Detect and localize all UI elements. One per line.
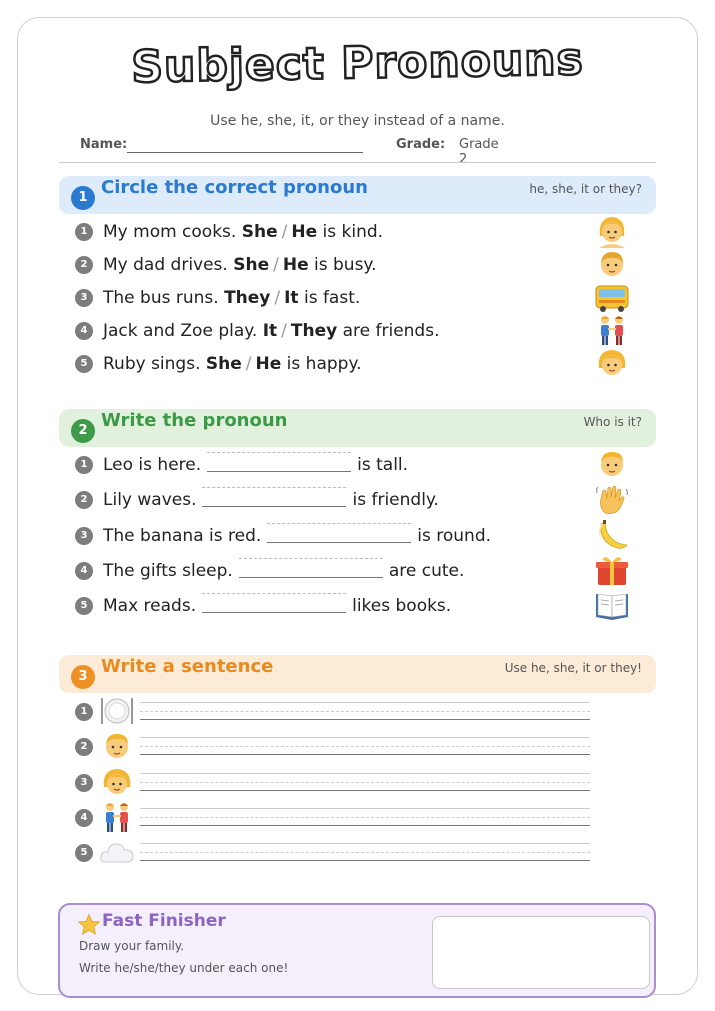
question-number: 4 (75, 322, 93, 340)
question-text: Max reads. (103, 596, 197, 616)
question-number: 5 (75, 597, 93, 615)
question-number: 2 (75, 491, 93, 509)
question-number: 5 (75, 355, 93, 373)
fast-finisher-title: Fast Finisher (102, 911, 226, 931)
name-field[interactable] (127, 152, 363, 153)
boy-icon (593, 447, 631, 481)
question-text-end: is friendly. (352, 490, 439, 510)
section-hint: Use he, she, it or they! (504, 661, 642, 675)
pronoun-option[interactable]: He (255, 354, 282, 374)
pronoun-option[interactable]: He (291, 222, 318, 242)
question-number: 3 (75, 527, 93, 545)
boy-icon (99, 729, 135, 763)
sentence-number: 2 (75, 738, 93, 756)
question-text-end: is round. (417, 526, 492, 546)
question-number: 3 (75, 289, 93, 307)
question-text: My mom cooks. She / He is kind. (103, 222, 384, 242)
section-title: Write the pronoun (101, 410, 288, 431)
name-label: Name: (80, 137, 128, 152)
man-icon (593, 247, 631, 281)
question-text: Lily waves. (103, 490, 197, 510)
question-text: Ruby sings. She / He is happy. (103, 354, 362, 374)
sentence-number: 5 (75, 844, 93, 862)
section-2-header (59, 409, 656, 447)
girl-icon (99, 765, 135, 799)
couple-icon (593, 313, 631, 347)
waving-hand-icon (593, 483, 631, 517)
question-number: 1 (75, 223, 93, 241)
book-icon (593, 588, 631, 622)
grade-label: Grade: (396, 137, 446, 152)
section-1-header (59, 176, 656, 214)
pronoun-option[interactable]: She (241, 222, 278, 242)
fast-finisher-box (58, 903, 656, 998)
gift-icon (593, 553, 631, 587)
question-text-end: is tall. (357, 455, 409, 475)
answer-blank[interactable] (202, 593, 346, 613)
pronoun-option[interactable]: They (224, 288, 271, 308)
pronoun-option[interactable]: He (282, 255, 309, 275)
question-text: My dad drives. She / He is busy. (103, 255, 377, 275)
grade-value: Grade 2 (459, 137, 499, 167)
fast-finisher-instruction: Draw your family. (79, 939, 185, 953)
pronoun-option[interactable]: She (205, 354, 242, 374)
girl-icon (593, 346, 631, 380)
section-number: 3 (71, 665, 95, 689)
page-subtitle: Use he, she, it, or they instead of a name. (210, 113, 505, 129)
couple-icon (99, 800, 135, 834)
fast-finisher-instruction: Write he/she/they under each one! (79, 961, 289, 975)
answer-blank[interactable] (207, 452, 351, 472)
question-text-end: are cute. (388, 561, 465, 581)
cloud-icon (99, 835, 135, 869)
question-number: 2 (75, 256, 93, 274)
sentence-number: 1 (75, 703, 93, 721)
sentence-line[interactable] (140, 702, 590, 720)
sentence-number: 4 (75, 809, 93, 827)
question-text: The bus runs. They / It is fast. (103, 288, 361, 308)
sentence-line[interactable] (140, 737, 590, 755)
answer-blank[interactable] (267, 523, 411, 543)
plate-icon (99, 694, 135, 728)
question-text-end: likes books. (352, 596, 452, 616)
drawing-box[interactable] (432, 916, 650, 989)
section-number: 2 (71, 419, 95, 443)
star-icon (77, 913, 101, 937)
answer-blank[interactable] (202, 487, 346, 507)
question-text: The gifts sleep. (103, 561, 233, 581)
section-hint: Who is it? (583, 415, 642, 429)
section-number: 1 (71, 186, 95, 210)
sentence-line[interactable] (140, 773, 590, 791)
banana-icon (593, 518, 631, 552)
sentence-line[interactable] (140, 808, 590, 826)
answer-blank[interactable] (239, 558, 383, 578)
bus-icon (593, 280, 631, 314)
pronoun-option[interactable]: It (262, 321, 278, 341)
section-3-header (59, 655, 656, 693)
page-title: Subject Pronouns (130, 34, 585, 93)
woman-icon (593, 214, 631, 248)
question-text: Jack and Zoe play. It / They are friends. (103, 321, 440, 341)
question-text: Leo is here. (103, 455, 202, 475)
question-number: 4 (75, 562, 93, 580)
question-number: 1 (75, 456, 93, 474)
pronoun-option[interactable]: It (284, 288, 299, 308)
section-title: Write a sentence (101, 656, 274, 677)
section-title: Circle the correct pronoun (101, 177, 368, 198)
section-hint: he, she, it or they? (529, 182, 642, 196)
pronoun-option[interactable]: She (233, 255, 270, 275)
question-text: The banana is red. (103, 526, 262, 546)
header-divider (59, 162, 656, 163)
sentence-number: 3 (75, 774, 93, 792)
sentence-line[interactable] (140, 843, 590, 861)
pronoun-option[interactable]: They (290, 321, 338, 341)
